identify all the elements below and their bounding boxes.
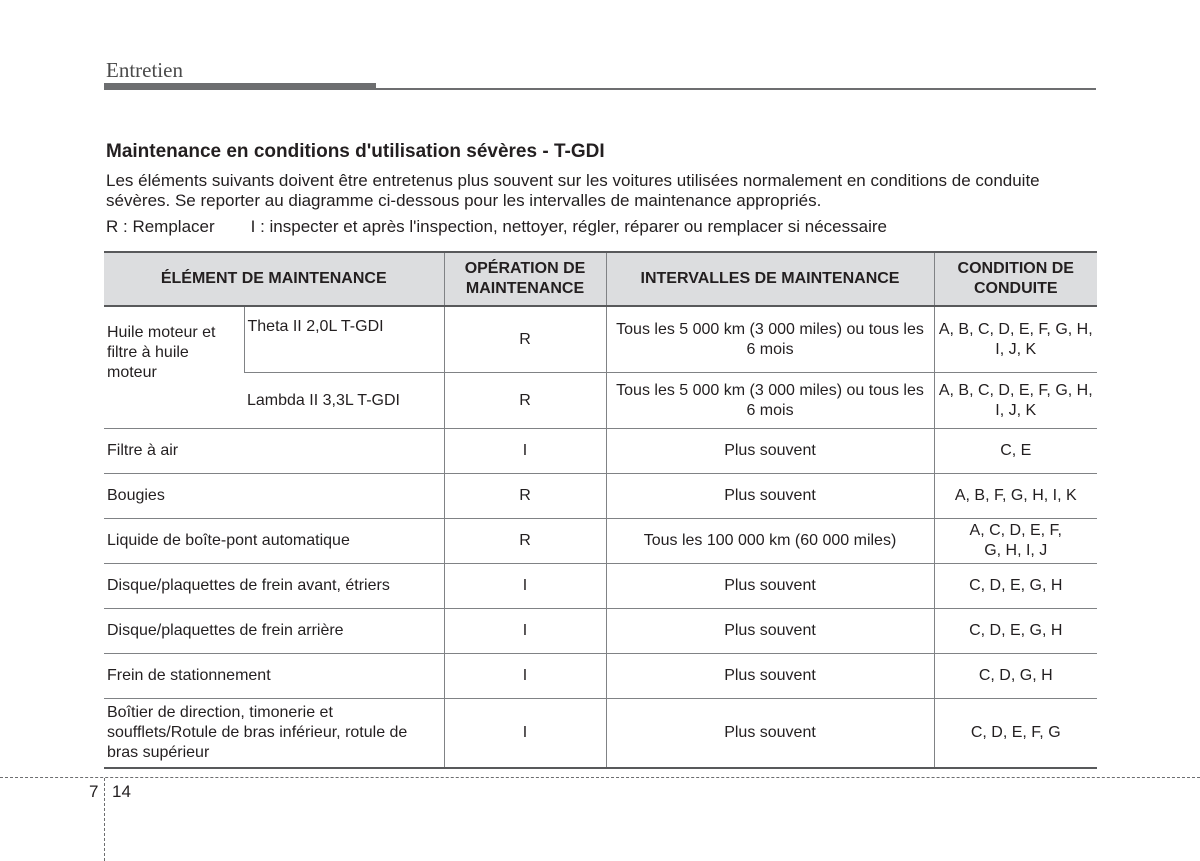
- operation-cell: I: [444, 429, 606, 474]
- table-row: [104, 474, 1097, 519]
- header-operation: OPÉRATION DE MAINTENANCE: [444, 252, 606, 306]
- variant-cell: Lambda II 3,3L T-GDI: [244, 373, 444, 429]
- item-cell: Bougies: [104, 474, 444, 519]
- chapter-number: 7: [89, 782, 99, 801]
- table-row: [104, 654, 1097, 699]
- operation-cell: R: [444, 306, 606, 373]
- legend-replace: R : Remplacer: [106, 217, 215, 236]
- legend-inspect: I : inspecter et après l'inspection, nettoyer, régler, réparer ou remplacer si nécessaire: [250, 217, 887, 236]
- footer-divider: [0, 777, 1200, 778]
- item-cell: Frein de stationnement: [104, 654, 444, 699]
- interval-cell: Tous les 5 000 km (3 000 miles) ou tous les 6 mois: [606, 306, 934, 373]
- operation-cell: I: [444, 654, 606, 699]
- operation-cell: R: [444, 519, 606, 564]
- condition-cell: C, D, E, G, H: [934, 564, 1097, 609]
- table-row: [104, 429, 1097, 474]
- condition-cell: A, B, F, G, H, I, K: [934, 474, 1097, 519]
- page-number: 14: [112, 782, 131, 801]
- oil-group-cell: Huile moteur et filtre à huile moteur: [104, 306, 244, 429]
- interval-cell: Plus souvent: [606, 609, 934, 654]
- item-cell: Liquide de boîte-pont automatique: [104, 519, 444, 564]
- item-cell: Disque/plaquettes de frein avant, étriers: [104, 564, 444, 609]
- condition-cell: C, D, E, G, H: [934, 609, 1097, 654]
- intro-paragraph: Les éléments suivants doivent être entretenus plus souvent sur les voitures utilisées normalement en conditions de conduite sévères. Se reporter au diagramme ci-dessous pour les intervalles de maintenance appropriés.: [106, 171, 1040, 210]
- table-header-row: [104, 252, 1097, 306]
- item-cell: Disque/plaquettes de frein arrière: [104, 609, 444, 654]
- table-row: [104, 373, 1097, 429]
- condition-cell: C, D, G, H: [934, 654, 1097, 699]
- interval-cell: Plus souvent: [606, 429, 934, 474]
- condition-cell: A, B, C, D, E, F, G, H, I, J, K: [934, 306, 1097, 373]
- interval-cell: Plus souvent: [606, 564, 934, 609]
- section-title: Entretien: [106, 58, 183, 82]
- footer-margin-line: [104, 778, 105, 861]
- table-row: [104, 564, 1097, 609]
- interval-cell: Plus souvent: [606, 654, 934, 699]
- operation-cell: R: [444, 474, 606, 519]
- condition-cell: A, C, D, E, F, G, H, I, J: [934, 519, 1097, 564]
- condition-cell: C, D, E, F, G: [934, 699, 1097, 769]
- maintenance-table: [104, 251, 1097, 769]
- operation-cell: I: [444, 699, 606, 769]
- header-condition: CONDITION DE CONDUITE: [934, 252, 1097, 306]
- operation-cell: I: [444, 609, 606, 654]
- table-row: [104, 519, 1097, 564]
- interval-cell: Tous les 5 000 km (3 000 miles) ou tous les 6 mois: [606, 373, 934, 429]
- variant-cell: Theta II 2,0L T-GDI: [244, 306, 444, 373]
- header-rule: [104, 88, 1096, 90]
- legend: [106, 217, 887, 237]
- condition-cell: C, E: [934, 429, 1097, 474]
- interval-cell: Tous les 100 000 km (60 000 miles): [606, 519, 934, 564]
- header-interval: INTERVALLES DE MAINTENANCE: [606, 252, 934, 306]
- page-heading: Maintenance en conditions d'utilisation sévères - T-GDI: [106, 141, 605, 162]
- table-row: [104, 306, 1097, 373]
- operation-cell: R: [444, 373, 606, 429]
- table-row: [104, 609, 1097, 654]
- condition-cell: A, B, C, D, E, F, G, H, I, J, K: [934, 373, 1097, 429]
- interval-cell: Plus souvent: [606, 474, 934, 519]
- operation-cell: I: [444, 564, 606, 609]
- item-cell: Boîtier de direction, timonerie et soufflets/Rotule de bras inférieur, rotule de bras supérieur: [104, 699, 444, 769]
- interval-cell: Plus souvent: [606, 699, 934, 769]
- header-element: ÉLÉMENT DE MAINTENANCE: [104, 252, 444, 306]
- item-cell: Filtre à air: [104, 429, 444, 474]
- table-row: [104, 699, 1097, 769]
